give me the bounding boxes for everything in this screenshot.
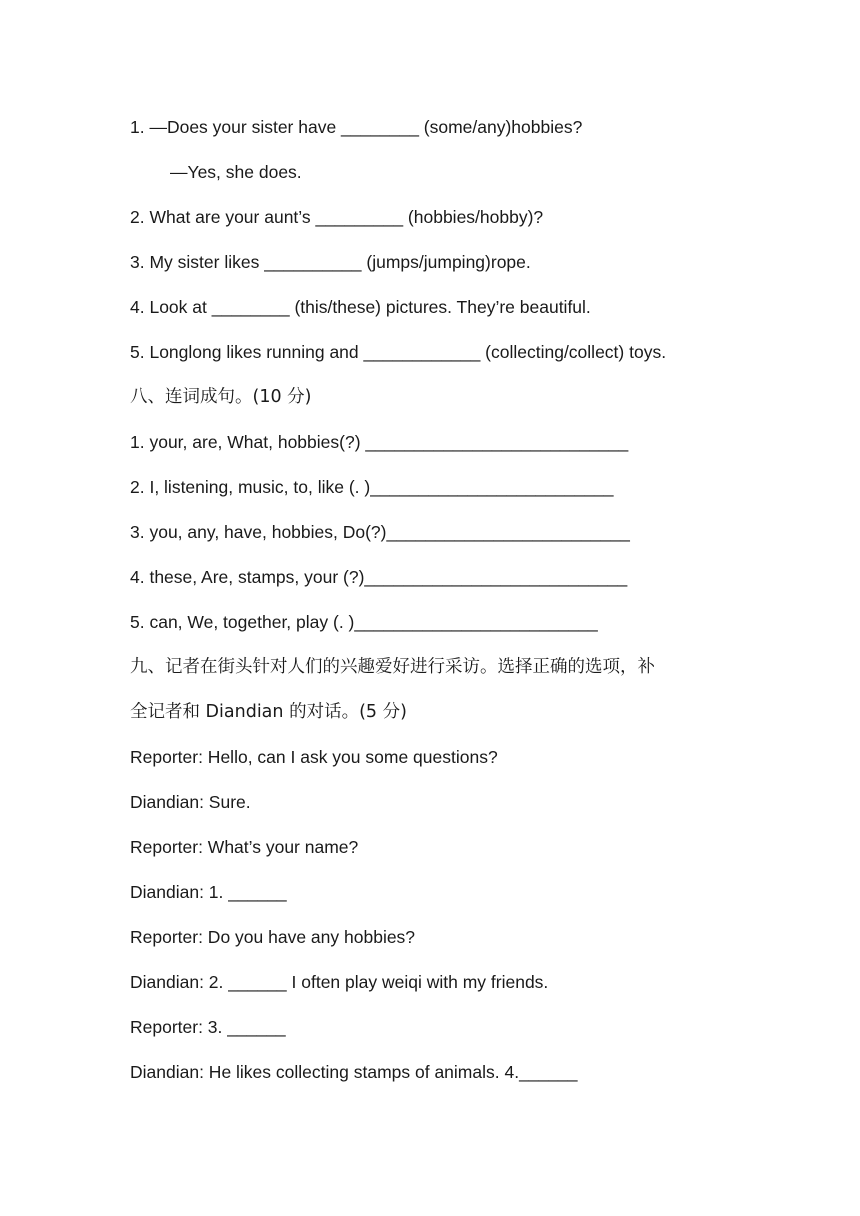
dialogue-line-8: Diandian: He likes collecting stamps of animals. 4.______	[130, 1062, 578, 1082]
section-8-heading: 八、连词成句。(10 分)	[130, 387, 312, 407]
sentence-item-2: 2. I, listening, music, to, like (. )_________________________	[130, 477, 614, 497]
sentence-item-3: 3. you, any, have, hobbies, Do(?)_________________________	[130, 522, 630, 542]
sentence-item-4: 4. these, Are, stamps, your (?)___________________________	[130, 567, 628, 587]
question-3: 3. My sister likes __________ (jumps/jumping)rope.	[130, 252, 531, 272]
section-9-heading-line-2: 全记者和 Diandian 的对话。(5 分)	[130, 702, 407, 722]
question-4: 4. Look at ________ (this/these) pictures. They’re beautiful.	[130, 297, 591, 317]
question-2: 2. What are your aunt’s _________ (hobbies/hobby)?	[130, 207, 544, 227]
dialogue-line-4: Diandian: 1. ______	[130, 882, 287, 902]
dialogue-line-7: Reporter: 3. ______	[130, 1017, 286, 1037]
question-1: 1. —Does your sister have ________ (some/any)hobbies?	[130, 117, 583, 137]
question-1-answer: —Yes, she does.	[170, 162, 302, 182]
sentence-item-5: 5. can, We, together, play (. )_________________________	[130, 612, 598, 632]
dialogue-line-5: Reporter: Do you have any hobbies?	[130, 927, 416, 947]
question-5: 5. Longlong likes running and ____________ (collecting/collect) toys.	[130, 342, 667, 362]
section-9-heading-line-1: 九、记者在街头针对人们的兴趣爱好进行采访。选择正确的选项，补	[130, 657, 655, 677]
dialogue-line-1: Reporter: Hello, can I ask you some questions?	[130, 747, 498, 767]
dialogue-line-2: Diandian: Sure.	[130, 792, 251, 812]
dialogue-line-3: Reporter: What’s your name?	[130, 837, 359, 857]
sentence-item-1: 1. your, are, What, hobbies(?) ___________________________	[130, 432, 629, 452]
dialogue-line-6: Diandian: 2. ______ I often play weiqi with my friends.	[130, 972, 549, 992]
